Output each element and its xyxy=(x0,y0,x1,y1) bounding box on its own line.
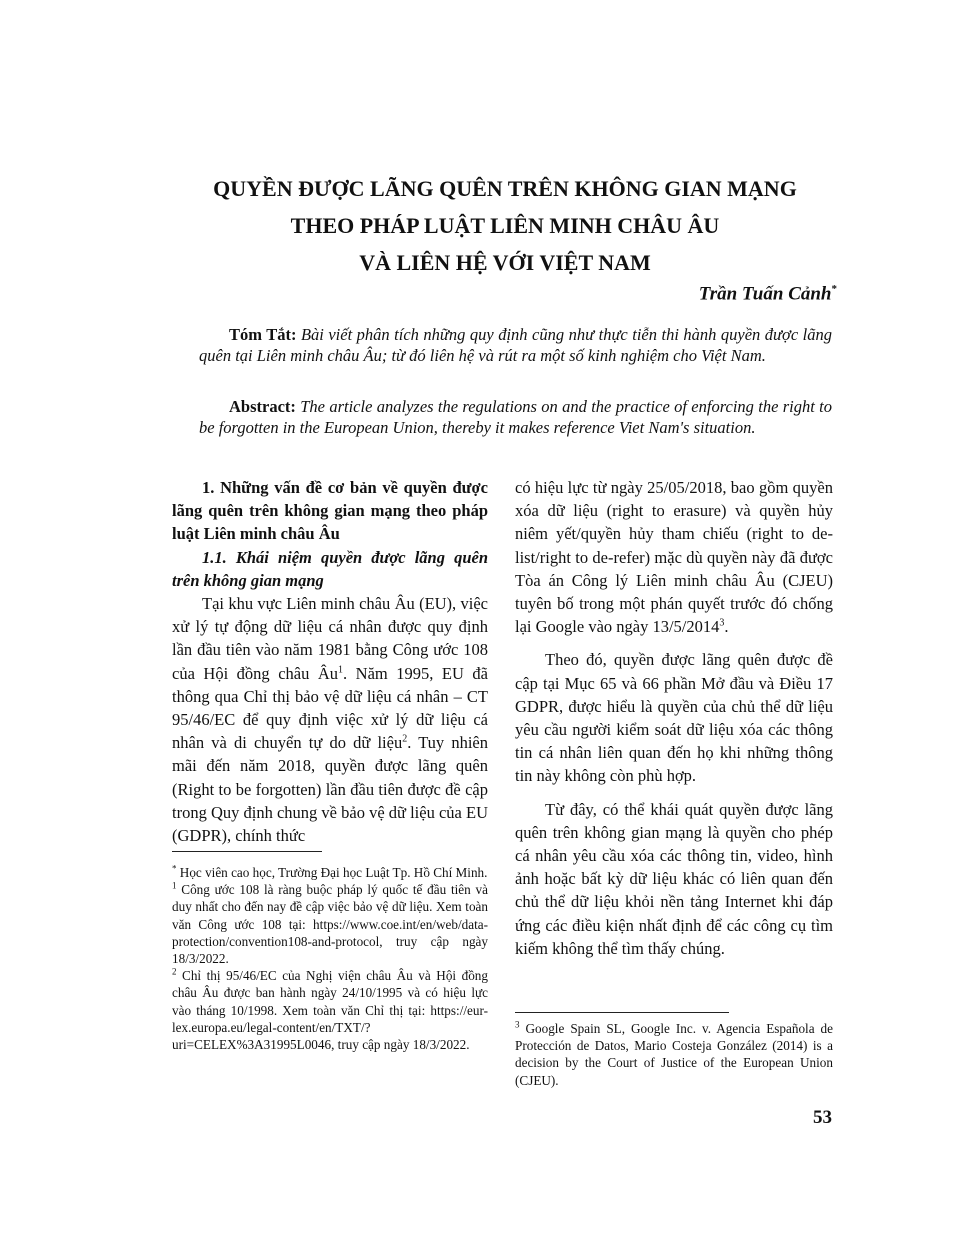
section-heading: 1. Những vấn đề cơ bản về quyền được lãng quên trên không gian mạng theo pháp luật Liên minh châu Âu xyxy=(172,478,488,544)
body-paragraph-continued xyxy=(515,476,833,638)
body-paragraph-left xyxy=(172,592,488,847)
footnote-divider-right xyxy=(515,1012,729,1013)
footnote-ref-2[interactable]: 2 xyxy=(402,733,408,745)
footnote-item xyxy=(172,967,488,1053)
abstract-en-text: The article analyzes the regulations on and the practice of enforcing the right to be forgotten in the European Union, thereby it makes reference Viet Nam's situation. xyxy=(199,397,832,437)
paragraph-text: . Năm 1995, EU đã thông qua Chỉ thị bảo vệ dữ liệu cá nhân – CT 95/46/EC để quy định việc xử lý dữ liệu cá nhân và di chuyển tự do dữ liệu xyxy=(172,663,488,753)
abstract-english xyxy=(199,396,832,438)
footnote-mark: 1 xyxy=(172,880,177,891)
footnote-text: Google Spain SL, Google Inc. v. Agencia Española de Protección de Datos, Mario Costeja González (2014) is a decision by the Court of Justice of the European Union (CJEU). xyxy=(515,1021,833,1088)
left-column xyxy=(172,476,488,847)
author-byline xyxy=(699,283,837,305)
abstract-vietnamese xyxy=(199,324,832,366)
paragraph-text: Tại khu vực Liên minh châu Âu (EU), việc xử lý tự động dữ liệu cá nhân được quy định lần đầu tiên vào năm 1981 bằng Công ước 108 của Hội đồng châu Âu xyxy=(172,594,488,683)
title-line-1: QUYỀN ĐƯỢC LÃNG QUÊN TRÊN KHÔNG GIAN MẠNG xyxy=(213,176,797,201)
footnote-mark: 2 xyxy=(172,966,177,977)
paragraph-text: có hiệu lực từ ngày 25/05/2018, bao gồm quyền xóa dữ liệu (right to erasure) và quyền hủy niêm yết/quyền hủy tham chiếu (right to de-list/right to de-refer) mặc dù quyền này đã được Tòa án Công lý Liên minh châu Âu (CJEU) tuyên bố trong một phán quyết trước đó chống lại Google vào ngày 13/5/2014 xyxy=(515,478,833,637)
right-column xyxy=(515,476,833,960)
title-line-2: THEO PHÁP LUẬT LIÊN MINH CHÂU ÂU xyxy=(290,213,720,238)
footnote-text: Chỉ thị 95/46/EC của Nghị viện châu Âu và Hội đồng châu Âu được ban hành ngày 24/10/1995 và có hiệu lực vào tháng 10/1998. Xem toàn văn Chỉ thị tại: https://eur-lex.europa.eu/legal-content/en/TXT/?uri=CELEX%3A31995L0046, truy cập ngày 18/3/2022. xyxy=(172,968,488,1053)
body-paragraph-definition: Theo đó, quyền được lãng quên được đề cập tại Mục 65 và 66 phần Mở đầu và Điều 17 GDPR, được hiểu là quyền của chủ thể dữ liệu yêu cầu người kiểm soát dữ liệu xóa các thông tin cá nhân liên quan đến họ khi những thông tin này không còn phù hợp. xyxy=(515,650,833,786)
footnote-ref-3[interactable]: 3 xyxy=(719,617,725,629)
footnote-ref-1[interactable]: 1 xyxy=(338,664,344,676)
footnote-text: Học viên cao học, Trường Đại học Luật Tp. Hồ Chí Minh. xyxy=(176,865,488,880)
paragraph-text: . Tuy nhiên mãi đến năm 2018, quyền được lãng quên (Right to be forgotten) lần đầu tiên được đề cập trong Quy định chung về bảo vệ dữ liệu của EU (GDPR), chính thức xyxy=(172,733,489,846)
footnotes-right xyxy=(515,1020,833,1089)
paragraph-text: . xyxy=(724,617,729,637)
body-paragraph-summary: Từ đây, có thể khái quát quyền được lãng quên trên không gian mạng là quyền cho phép cá nhân yêu cầu xóa các thông tin, video, hình ảnh hoặc bất kỳ dữ liệu khác có liên quan đến chủ thể dữ liệu khỏi nền tảng Internet khi đáp ứng các điều kiện nhất định để các công cụ tìm kiếm không thể tìm thấy chúng. xyxy=(515,799,833,958)
footnote-divider-left xyxy=(172,851,322,852)
abstract-vi-label: Tóm Tắt: xyxy=(229,325,297,344)
footnote-item xyxy=(172,864,488,881)
footnotes-left xyxy=(172,864,488,1053)
footnote-item xyxy=(172,881,488,967)
page-number: 53 xyxy=(813,1107,832,1128)
abstract-vi-text: Bài viết phân tích những quy định cũng như thực tiễn thi hành quyền được lãng quên tại Liên minh châu Âu; từ đó liên hệ và rút ra một số kinh nghiệm cho Việt Nam. xyxy=(199,325,832,365)
abstract-en-label: Abstract: xyxy=(229,397,296,416)
article-title xyxy=(140,170,870,281)
footnote-item xyxy=(515,1020,833,1089)
title-line-3: VÀ LIÊN HỆ VỚI VIỆT NAM xyxy=(359,250,651,275)
footnote-text: Công ước 108 là ràng buộc pháp lý quốc tế đầu tiên và duy nhất cho đến nay đề cập việc bảo vệ dữ liệu. Xem toàn văn Công ước 108 tại: https://www.coe.int/en/web/data-protection/convention108-and-protocol, truy cập ngày 18/3/2022. xyxy=(172,882,488,967)
footnote-mark: 3 xyxy=(515,1019,520,1030)
subsection-heading: 1.1. Khái niệm quyền được lãng quên trên không gian mạng xyxy=(172,547,488,590)
footnote-mark: * xyxy=(172,863,177,874)
author-footnote-mark: * xyxy=(831,283,837,295)
author-name: Trần Tuấn Cảnh xyxy=(698,283,832,305)
